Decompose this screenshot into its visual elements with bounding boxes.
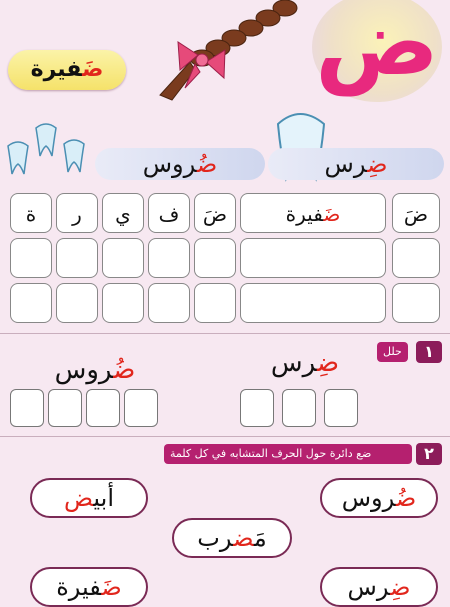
- grid-blank-cell[interactable]: [102, 283, 144, 323]
- answer-box[interactable]: [282, 389, 316, 427]
- circle-word-dafira[interactable]: ضَفيرة: [30, 567, 148, 607]
- teeth-icon: [4, 122, 96, 178]
- answer-box[interactable]: [240, 389, 274, 427]
- circle-word-madrab[interactable]: مَضرب: [172, 518, 292, 558]
- keyword-red-letter: ضَ: [82, 57, 104, 82]
- exercise-2-number: ٢: [416, 443, 442, 465]
- grid-cell-letter: ف: [148, 193, 190, 233]
- word-pill-dirs: ضِرس: [268, 148, 444, 180]
- circle-word-durus[interactable]: ضُروس: [320, 478, 438, 518]
- grid-blank-cell[interactable]: [240, 238, 386, 278]
- exercise-2-label: ضع دائرة حول الحرف المتشابه في كل كلمة: [164, 444, 412, 464]
- grid-blank-cell[interactable]: [10, 238, 52, 278]
- grid-blank-cell[interactable]: [392, 238, 440, 278]
- grid-cell-letter: ضَ: [392, 193, 440, 233]
- grid-blank-cell[interactable]: [392, 283, 440, 323]
- grid-cell-letter: ر: [56, 193, 98, 233]
- word-pill-durus: ضُروس: [95, 148, 265, 180]
- grid-blank-cell[interactable]: [194, 238, 236, 278]
- grid-cell-letter: ي: [102, 193, 144, 233]
- grid-cell-letter: ة: [10, 193, 52, 233]
- answer-box[interactable]: [48, 389, 82, 427]
- grid-blank-cell[interactable]: [56, 283, 98, 323]
- grid-cell-letter: ضَ: [194, 193, 236, 233]
- section-divider: [0, 333, 450, 334]
- circle-word-abyad[interactable]: أبيض: [30, 478, 148, 518]
- section-divider: [0, 436, 450, 437]
- grid-blank-cell[interactable]: [10, 283, 52, 323]
- title-letter: ض: [315, 0, 439, 96]
- grid-blank-cell[interactable]: [148, 283, 190, 323]
- exercise-1-word-left: ضُروس: [54, 355, 136, 385]
- grid-blank-cell[interactable]: [240, 283, 386, 323]
- grid-blank-cell[interactable]: [148, 238, 190, 278]
- exercise-1-label: حلل: [377, 342, 408, 362]
- exercise-1-word-right: ضِرس: [270, 348, 340, 378]
- keyword-card: [8, 50, 126, 90]
- exercise-1-number: ١: [416, 341, 442, 363]
- keyword-rest: فيرة: [30, 57, 83, 82]
- answer-box[interactable]: [124, 389, 158, 427]
- answer-box[interactable]: [86, 389, 120, 427]
- grid-blank-cell[interactable]: [102, 238, 144, 278]
- braid-illustration: [150, 0, 300, 110]
- grid-blank-cell[interactable]: [56, 238, 98, 278]
- grid-blank-cell[interactable]: [194, 283, 236, 323]
- grid-cell-word: ضَفيرة: [240, 193, 386, 233]
- answer-box[interactable]: [324, 389, 358, 427]
- answer-box[interactable]: [10, 389, 44, 427]
- circle-word-dirs[interactable]: ضِرس: [320, 567, 438, 607]
- title-letter-badge: [312, 0, 442, 102]
